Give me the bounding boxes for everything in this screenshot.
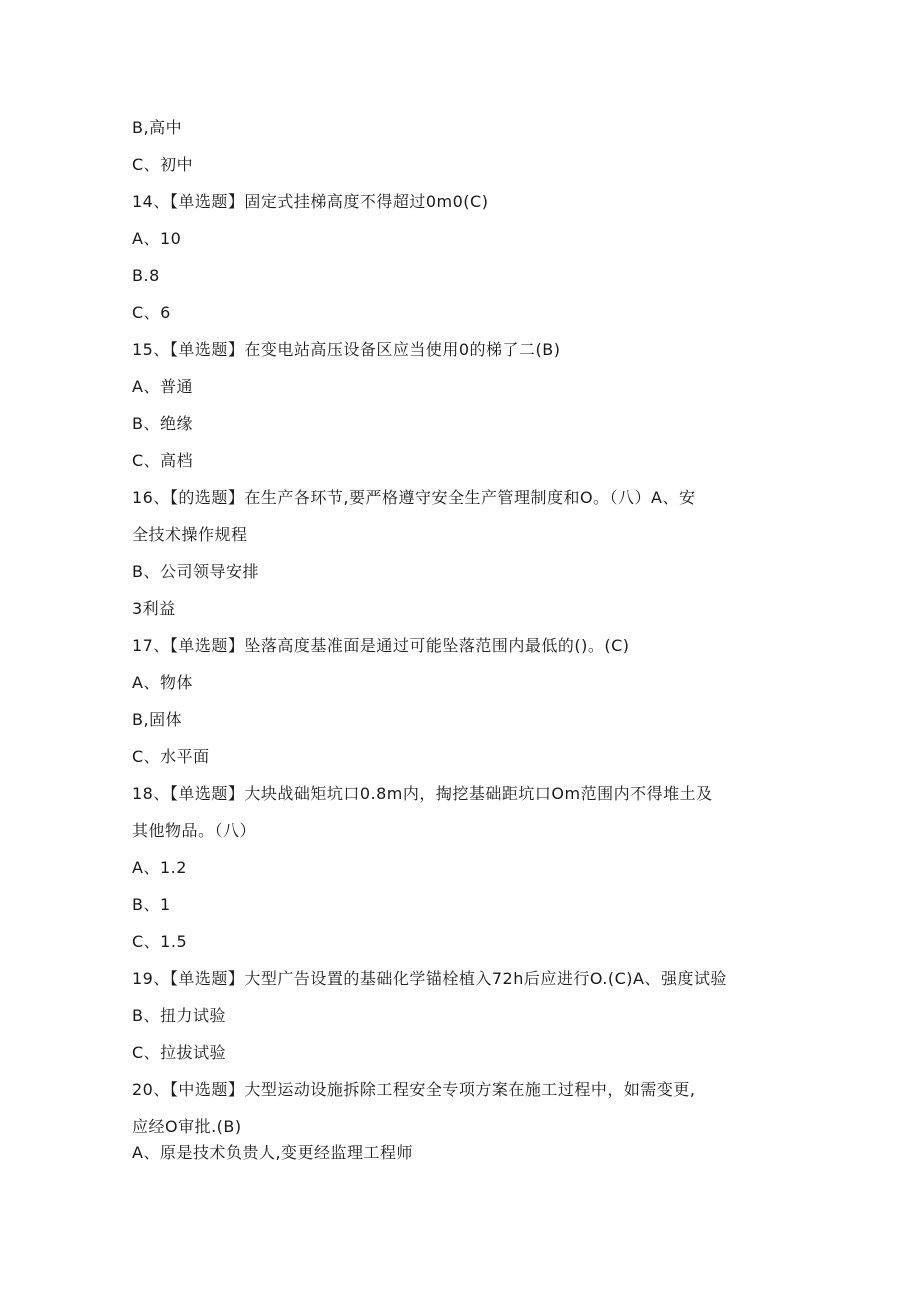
question-18-option-a: A、1.2 [132,858,187,877]
question-15-option-c: C、高档 [132,451,194,470]
question-20-text-continued: 应经O审批.(B) [132,1117,242,1136]
question-14-option-a: A、10 [132,229,182,248]
question-18-option-c: C、1.5 [132,932,188,951]
question-14-option-b: B.8 [132,266,160,285]
question-19-option-b: B、扭力试验 [132,1006,226,1025]
answer-option-b-line: B,高中 [132,118,183,137]
question-20-option-a: A、原是技术负贵人,变更经监理工程师 [132,1143,414,1162]
question-16-text: 16、【的选题】在生产各环节,要严格遵守安全生产管理制度和O。（八）A、安 [132,488,696,507]
question-16-option-c: 3利益 [132,599,176,618]
question-14-text: 14、【单选题】固定式挂梯高度不得超过0m0(C) [132,192,489,211]
question-18-option-b: B、1 [132,895,171,914]
question-19-text: 19、【单选题】大型广告设置的基础化学锚栓植入72h后应进行O.(C)A、强度试验 [132,969,727,988]
question-17-option-b: B,固体 [132,710,183,729]
question-14-option-c: C、6 [132,303,171,322]
question-18-text-continued: 其他物品。（八） [132,821,257,840]
question-19-option-c: C、拉拔试验 [132,1043,227,1062]
question-15-text: 15、【单选题】在变电站高压设备区应当使用0的梯了二(B) [132,340,561,359]
question-15-option-a: A、普通 [132,377,193,396]
question-18-text: 18、【单选题】大块战础矩坑口0.8m内，掏挖基础距坑口Om范围内不得堆土及 [132,784,713,803]
question-17-text: 17、【单选题】坠落高度基准面是通过可能坠落范围内最低的()。(C) [132,636,630,655]
question-16-option-b: B、公司领导安排 [132,562,259,581]
question-15-option-b: B、绝缘 [132,414,193,433]
question-16-text-continued: 全技术操作规程 [132,525,248,544]
question-17-option-a: A、物体 [132,673,193,692]
question-20-text: 20、【中选题】大型运动设施拆除工程安全专项方案在施工过程中，如需变更, [132,1080,696,1099]
answer-option-c-line: C、初中 [132,155,194,174]
question-17-option-c: C、水平面 [132,747,210,766]
